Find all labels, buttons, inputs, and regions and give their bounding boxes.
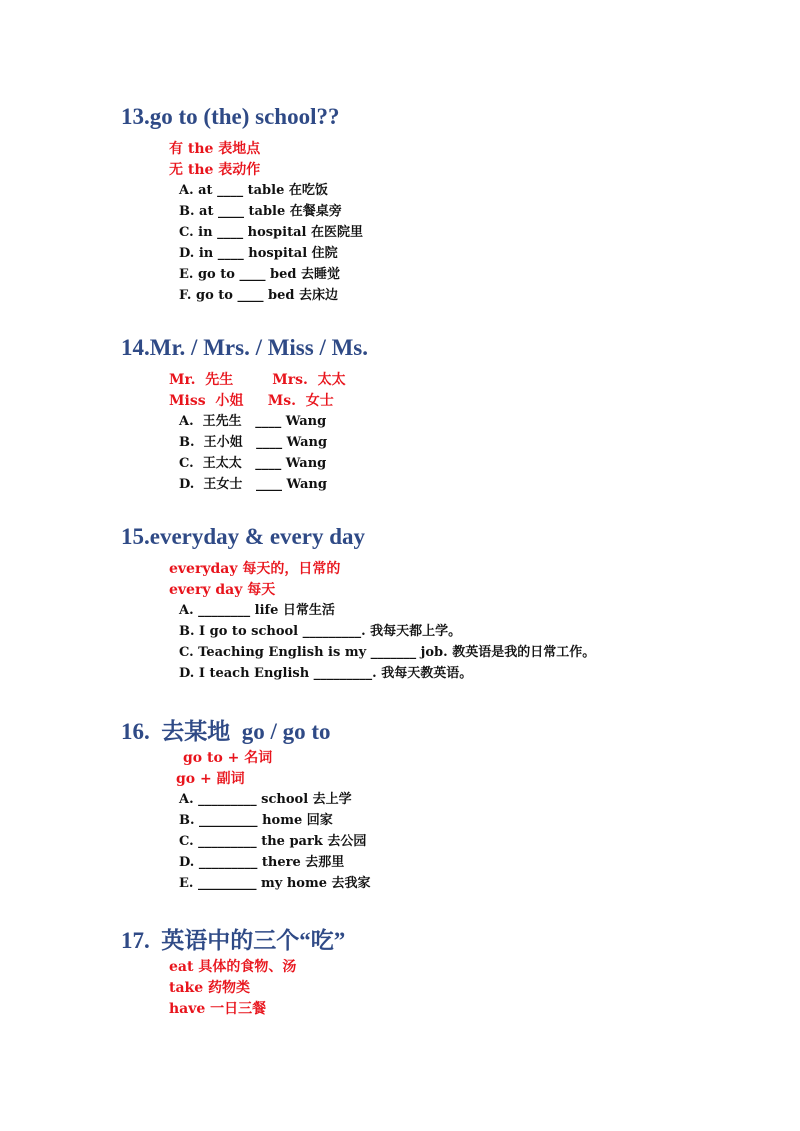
section-13-item: D. in ____ hospital 住院 [179,246,338,261]
section-15-item: A. ________ life 日常生活 [179,603,335,618]
section-17-title: 17. 英语中的三个“吃” [121,928,346,953]
section-16-item: D. _________ there 去那里 [179,855,345,870]
section-14-note: Mr. 先生 Mrs. 太太 [169,372,346,388]
section-16-item: B. _________ home 回家 [179,813,333,828]
section-16-title: 16. 去某地 go / go to [121,719,331,744]
section-13-title: 13.go to (the) school?? [121,104,340,129]
section-14-item: D. 王女士 ____ Wang [179,477,327,492]
section-14-item: B. 王小姐 ____ Wang [179,435,328,450]
section-13-item: F. go to ____ bed 去床边 [179,288,338,303]
section-15-note: everyday 每天的，日常的 [169,561,341,577]
section-16-item: A. _________ school 去上学 [179,792,352,807]
section-16-item: C. _________ the park 去公园 [179,834,367,849]
section-17-note: eat 具体的食物、汤 [169,959,297,975]
section-13-item: C. in ____ hospital 在医院里 [179,225,363,240]
section-14-item: A. 王先生 ____ Wang [179,414,327,429]
section-15-item: C. Teaching English is my _______ job. 教英语是我的日常工作。 [179,645,596,660]
section-15-item: D. I teach English _________. 我每天教英语。 [179,666,473,681]
section-17-note: have 一日三餐 [169,1001,267,1017]
section-13-note: 无 the 表动作 [169,162,261,178]
section-14-title: 14.Mr. / Mrs. / Miss / Ms. [121,335,369,360]
section-13-item: B. at ____ table 在餐桌旁 [179,204,342,219]
section-14-note: Miss 小姐 Ms. 女士 [169,393,334,409]
section-13-item: A. at ____ table 在吃饭 [179,183,328,198]
section-13-note: 有 the 表地点 [169,141,261,157]
section-14-item: C. 王太太 ____ Wang [179,456,327,471]
section-13-item: E. go to ____ bed 去睡觉 [179,267,340,282]
section-16-item: E. _________ my home 去我家 [179,876,371,891]
section-15-note: every day 每天 [169,582,276,598]
section-16-note: go to + 名词 [183,750,273,766]
section-15-item: B. I go to school _________. 我每天都上学。 [179,624,462,639]
section-15-title: 15.everyday & every day [121,524,365,549]
section-17-note: take 药物类 [169,980,251,996]
section-16-note: go + 副词 [176,771,245,787]
